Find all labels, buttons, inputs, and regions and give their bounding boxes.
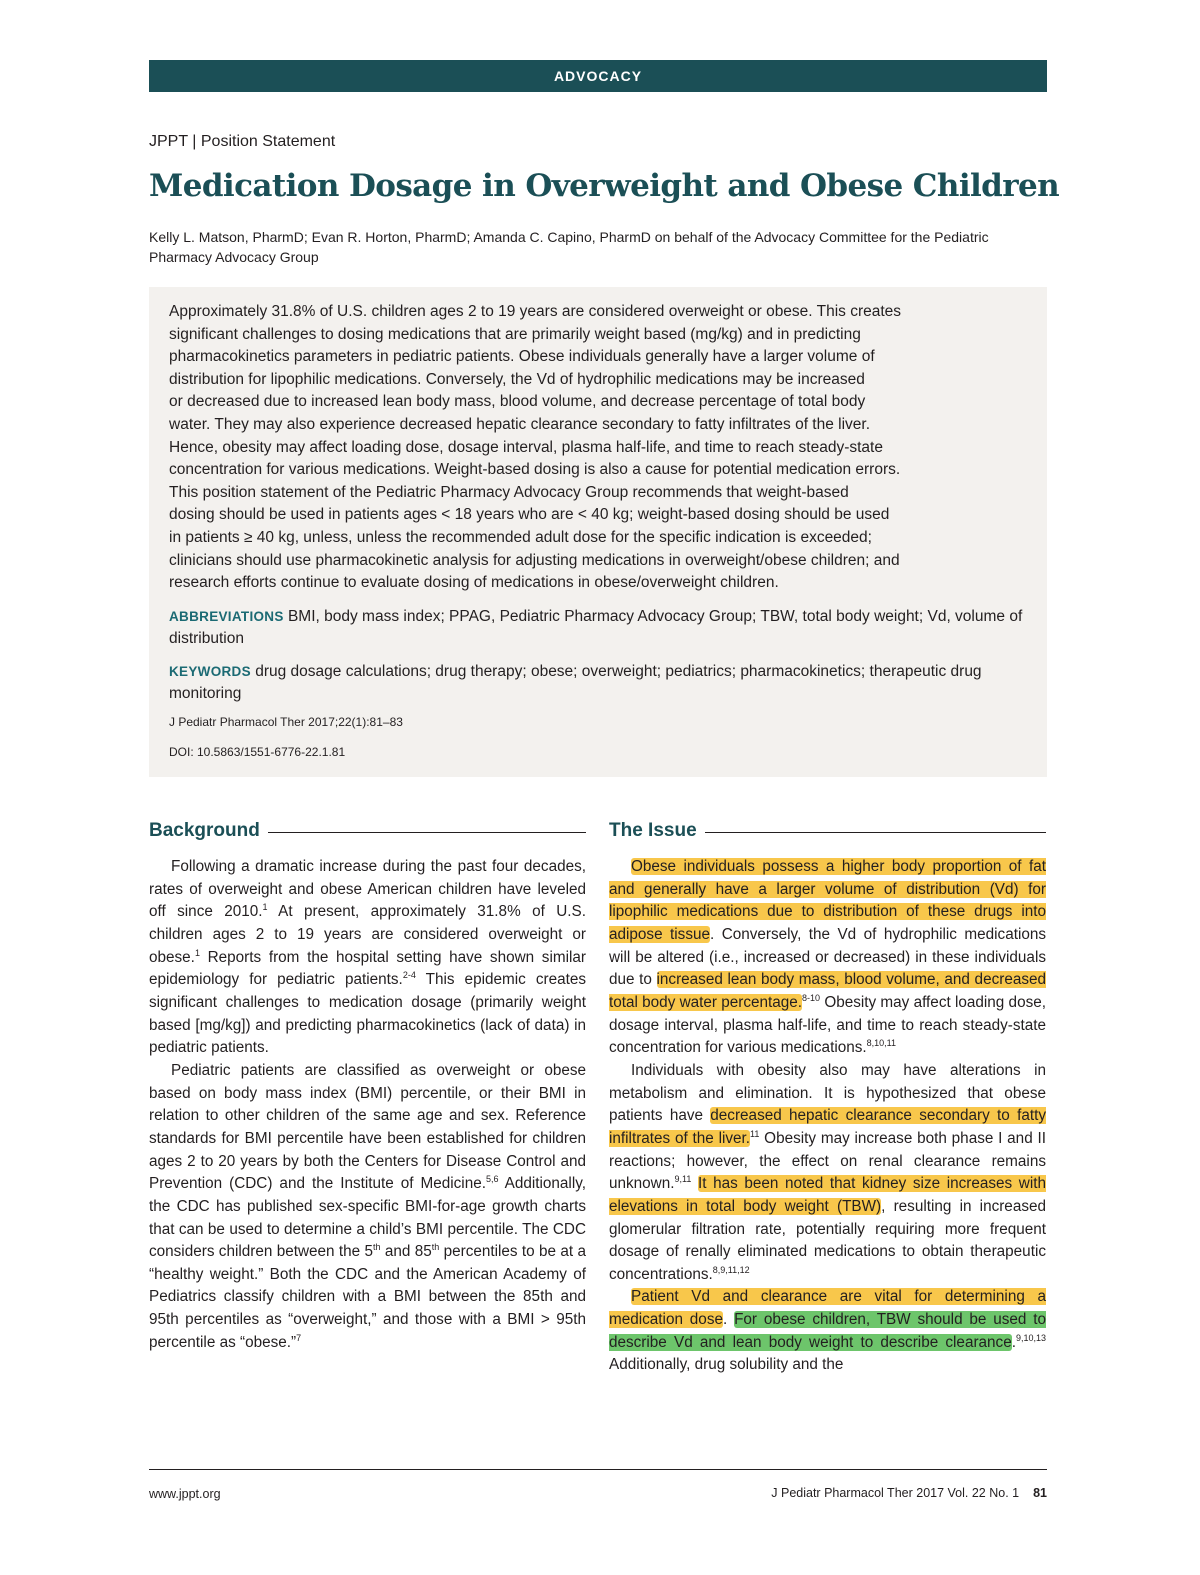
- abstract-line: dosing should be used in patients ages < 18 years who are < 40 kg; weight-based dosing should be used: [169, 506, 890, 524]
- background-paragraph-1: [149, 856, 586, 1060]
- citation-ref: 11: [750, 1128, 760, 1139]
- citation-ref: 1: [194, 947, 200, 958]
- abstract-line: water. They may also experience decreased hepatic clearance secondary to fatty infiltrates of the liver.: [169, 415, 871, 433]
- ordinal-suffix: th: [373, 1242, 381, 1253]
- text-run: Individuals with obesity also may have alterations in metabolism and elimination. It is hypothesized that obese patients have: [609, 1061, 1046, 1125]
- issue-paragraph-3: [609, 1286, 1046, 1377]
- citation-ref: 9,11: [674, 1174, 692, 1185]
- author-list: Kelly L. Matson, PharmD; Evan R. Horton, PharmD; Amanda C. Capino, PharmD on behalf of the Advocacy Committee for the Pediatric Pharmacy Advocacy Group: [149, 229, 989, 265]
- section-heading-background: Background: [149, 820, 260, 841]
- citation-ref: 8,9,11,12: [712, 1264, 750, 1275]
- abstract-line: Approximately 31.8% of U.S. children ages 2 to 19 years are considered overweight or obese. This creates: [169, 303, 902, 320]
- highlight-green[interactable]: For obese children, TBW should be used to describe Vd and lean body weight to describe clearance: [609, 1311, 1047, 1351]
- text-run: Additionally, the CDC has published sex-specific BMI-for-age growth charts that can be used to determine a child’s BMI percentile. The CDC considers children between the 5: [149, 1175, 586, 1261]
- highlight-yellow[interactable]: Obese individuals possess a higher body proportion of fat and generally have a larger volume of distribution (Vd) for lipophilic medications due to distribution of these drugs into adipose tissue: [609, 858, 1046, 943]
- keywords-text: drug dosage calculations; drug therapy; obese; overweight; pediatrics; pharmacokinetics; therapeutic drug monitoring: [169, 662, 982, 702]
- citation-ref: 9,10,13: [1015, 1332, 1046, 1343]
- abstract-line: This position statement of the Pediatric Pharmacy Advocacy Group recommends that weight-based: [169, 483, 849, 501]
- text-run: Reports from the hospital setting have shown similar epidemiology for pediatric patients.: [149, 948, 586, 989]
- article-title: Medication Dosage in Overweight and Obese Children: [149, 168, 1060, 204]
- keywords: [169, 661, 1027, 705]
- abstract-line: distribution for lipophilic medications. Conversely, the Vd of hydrophilic medications may be increased: [169, 370, 865, 388]
- citation-ref: 7: [296, 1332, 302, 1343]
- issue-paragraph-2: [609, 1060, 1046, 1287]
- footer-journal-info: [771, 1486, 1047, 1500]
- section-heading-issue: The Issue: [609, 820, 697, 841]
- abstract-line: concentration for various medications. Weight-based dosing is also a cause for potential medication errors.: [169, 461, 901, 479]
- citation-ref: 2-4: [402, 970, 416, 981]
- citation-ref: 8,10,11: [866, 1038, 897, 1049]
- text-run: .: [1011, 1333, 1016, 1351]
- page-number: 81: [1033, 1486, 1047, 1500]
- background-column: [149, 818, 586, 1354]
- background-heading-row: [149, 818, 586, 844]
- footer-rule: [149, 1469, 1047, 1470]
- abstract-line: or decreased due to increased lean body mass, blood volume, and decrease percentage of total body: [169, 393, 866, 411]
- citation: J Pediatr Pharmacol Ther 2017;22(1):81–83: [169, 714, 403, 729]
- abstract-line: clinicians should use pharmacokinetic analysis for adjusting medications in overweight/obese children; and: [169, 551, 900, 569]
- highlight-yellow[interactable]: Patient Vd and clearance are vital for determining a medication dose: [609, 1288, 1046, 1329]
- citation-ref: 5,6: [485, 1174, 499, 1185]
- abstract-text: [169, 301, 1027, 595]
- abbreviations-text: BMI, body mass index; PPAG, Pediatric Pharmacy Advocacy Group; TBW, total body weight; Vd, volume of distribution: [169, 607, 1023, 647]
- abstract-box: [149, 287, 1047, 777]
- keywords-label: KEYWORDS: [169, 663, 251, 679]
- ordinal-suffix: th: [431, 1242, 440, 1253]
- heading-rule: [268, 832, 586, 833]
- text-run: [691, 1175, 698, 1192]
- abstract-line: in patients ≥ 40 kg, unless, unless the recommended adult dose for the specific indication is exceeded;: [169, 528, 872, 546]
- highlight-yellow[interactable]: It has been noted that kidney size increases with elevations in total body weight (TBW): [609, 1175, 1047, 1215]
- issue-paragraph-1: [609, 856, 1046, 1060]
- citation-ref: 1: [262, 902, 268, 913]
- text-run: .: [722, 1311, 735, 1329]
- section-banner: ADVOCACY: [149, 60, 1047, 92]
- text-run: Pediatric patients are classified as overweight or obese based on body mass index (BMI) percentile, or their BMI in relation to other children of the same age and sex. Reference standards for BMI percentile have been established for children ages 2 to 20 years by both the Centers for Disease Control and Prevention (CDC) and the Institute of Medicine.: [149, 1061, 586, 1193]
- text-run: percentiles to be at a “healthy weight.” Both the CDC and the American Academy of Pediatrics classify children with a BMI between the 85th and 95th percentiles as “overweight,” and those with a BMI > 95th percentile as “obese.”: [149, 1243, 586, 1351]
- abstract-line: significant challenges to dosing medications that are primarily weight based (mg/kg) and in predicting: [169, 325, 861, 343]
- footer-website[interactable]: www.jppt.org: [149, 1487, 221, 1501]
- text-run: Following a dramatic increase during the past four decades, rates of overweight and obese American children have leveled off since 2010.: [149, 858, 586, 921]
- doi[interactable]: DOI: 10.5863/1551-6776-22.1.81: [169, 744, 346, 759]
- citation-ref: 8-10: [802, 992, 821, 1003]
- issue-heading-row: [609, 818, 1046, 844]
- abstract-line: pharmacokinetics parameters in pediatric patients. Obese individuals generally have a larger volume of: [169, 348, 875, 366]
- text-run: and 85: [380, 1243, 432, 1261]
- abstract-line: Hence, obesity may affect loading dose, dosage interval, plasma half-life, and time to reach steady-state: [169, 438, 883, 456]
- issue-column: [609, 818, 1046, 1377]
- abbreviations: [169, 606, 1027, 650]
- abstract-line: research efforts continue to evaluate dosing of medications in obese/overweight children.: [169, 574, 779, 592]
- abbreviations-label: ABBREVIATIONS: [169, 608, 284, 624]
- text-run: Obesity may affect loading dose, dosage interval, plasma half-life, and time to reach steady-state concentration for various medications.: [609, 993, 1046, 1057]
- footer-journal: J Pediatr Pharmacol Ther 2017 Vol. 22 No. 1: [771, 1486, 1020, 1500]
- highlight-yellow[interactable]: increased lean body mass, blood volume, and decreased total body water percentage.: [609, 971, 1046, 1011]
- text-run: Additionally, drug solubility and the: [609, 1356, 844, 1374]
- statement-label: JPPT | Position Statement: [149, 133, 336, 150]
- text-run: , resulting in increased glomerular filtration rate, potentially requiring more frequent dosage of renally eliminated medications to obtain therapeutic concentrations.: [609, 1197, 1046, 1283]
- highlight-yellow[interactable]: decreased hepatic clearance secondary to fatty infiltrates of the liver.: [609, 1107, 1046, 1147]
- heading-rule: [705, 832, 1046, 833]
- text-run: . Conversely, the Vd of hydrophilic medications will be altered (i.e., increased or decreased) in these individuals due to: [609, 925, 1047, 989]
- text-run: At present, approximately 31.8% of U.S. children ages 2 to 19 years are considered overweight or obese.: [149, 903, 586, 966]
- text-run: Obesity may increase both phase I and II reactions; however, the effect on renal clearance remains unknown.: [609, 1129, 1046, 1193]
- background-paragraph-2: [149, 1060, 586, 1355]
- text-run: This epidemic creates significant challenges to medication dosage (primarily weight based [mg/kg]) and predicting pharmacokinetics (lack of data) in pediatric patients.: [149, 971, 586, 1057]
